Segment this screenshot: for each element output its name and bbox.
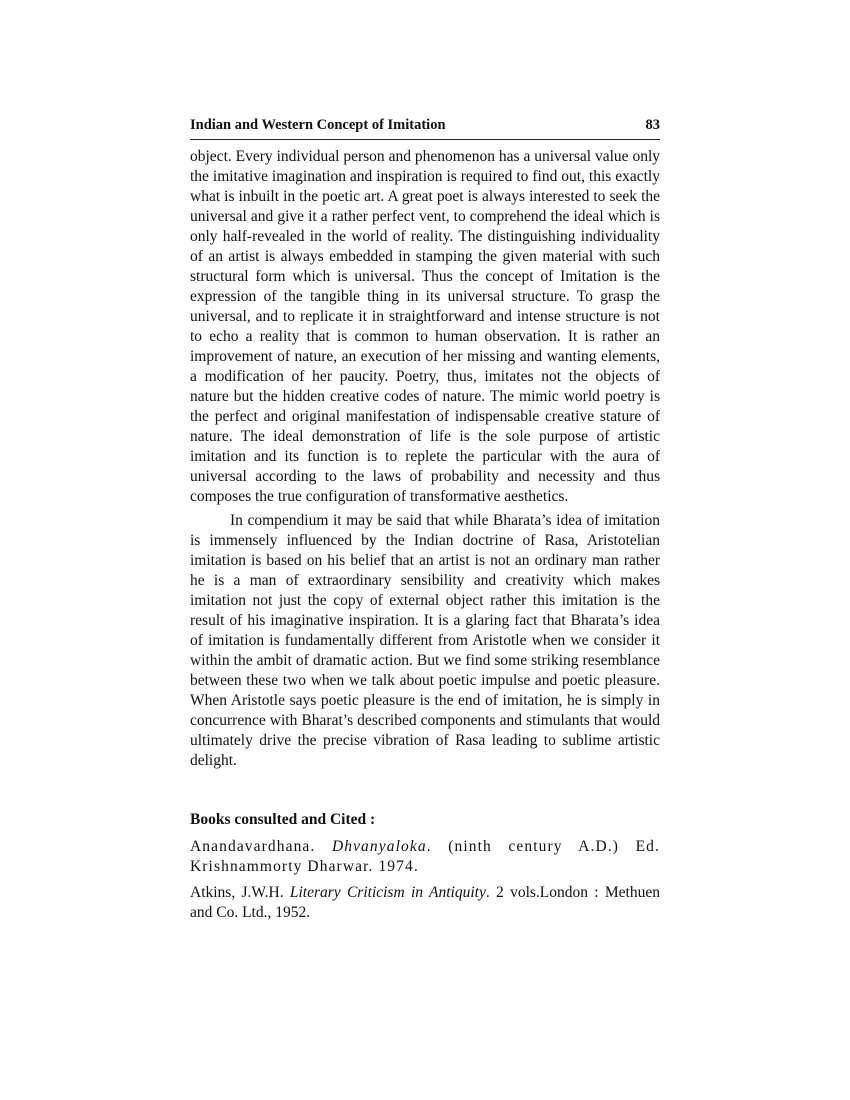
reference-details: . 2 vols.London : Methuen and Co. Ltd., 1952. [190, 884, 660, 921]
paragraph-conclusion: In compendium it may be said that while Bharata’s idea of imitation is immensely influenced by the Indian doctrine of Rasa, Aristotelian imitation is based on his belief that an artist is not an ordinary man rather he is a man of extraordinary sensibility and creativity which makes imitation not just the copy of external object rather this imitation is the result of his imaginative inspiration. It is a glaring fact that Bharata’s idea of imitation is fundamentally different from Aristotle when we consider it within the ambit of dramatic action. But we find some striking resemblance between these two when we talk about poetic impulse and poetic pleasure. When Aristotle says poetic pleasure is the end of imitation, he is simply in concurrence with Bharat’s described components and stimulants that would ultimately drive the precise vibration of Rasa leading to sublime artistic delight. [190, 512, 660, 769]
book-page [190, 117, 660, 929]
running-title: Indian and Western Concept of Imitation [190, 117, 446, 133]
reference-details: . (ninth century A.D.) Ed. Krishnammorty Dharwar. 1974. [190, 838, 661, 875]
reference-title: Literary Criticism in Antiquity [289, 884, 486, 901]
reference-entry [190, 883, 660, 923]
reference-author: Anandavardhana. [190, 838, 332, 855]
body-text [190, 147, 660, 771]
page-number: 83 [645, 117, 660, 133]
references-section [190, 811, 660, 923]
paragraph-continued: object. Every individual person and phenomenon has a universal value only the imitative imagination and inspiration is required to find out, this exactly what is inbuilt in the poetic art. A great poet is always interested to seek the universal and give it a rather perfect vent, to comprehend the ideal which is only half-revealed in the world of reality. The distinguishing individuality of an artist is always embedded in stamping the given material with such structural form which is universal. Thus the concept of Imitation is the expression of the tangible thing in its universal structure. To grasp the universal, and to replicate it in straightforward and intense structure is not to echo a reality that is common to human observation. It is rather an improvement of nature, an execution of her missing and wanting elements, a modification of her paucity. Poetry, thus, imitates not the objects of nature but the hidden creative codes of nature. The mimic world poetry is the perfect and original manifestation of indispensable creative stature of nature. The ideal demonstration of life is the sole purpose of artistic imitation and its function is to replete the particular with the aura of universal according to the laws of probability and necessity and thus composes the true configuration of transformative aesthetics. [190, 148, 660, 505]
reference-entry [190, 837, 660, 877]
references-heading: Books consulted and Cited : [190, 811, 376, 828]
running-header [190, 117, 660, 140]
reference-title: Dhvanyaloka [331, 838, 427, 855]
reference-author: Atkins, J.W.H. [190, 884, 290, 901]
